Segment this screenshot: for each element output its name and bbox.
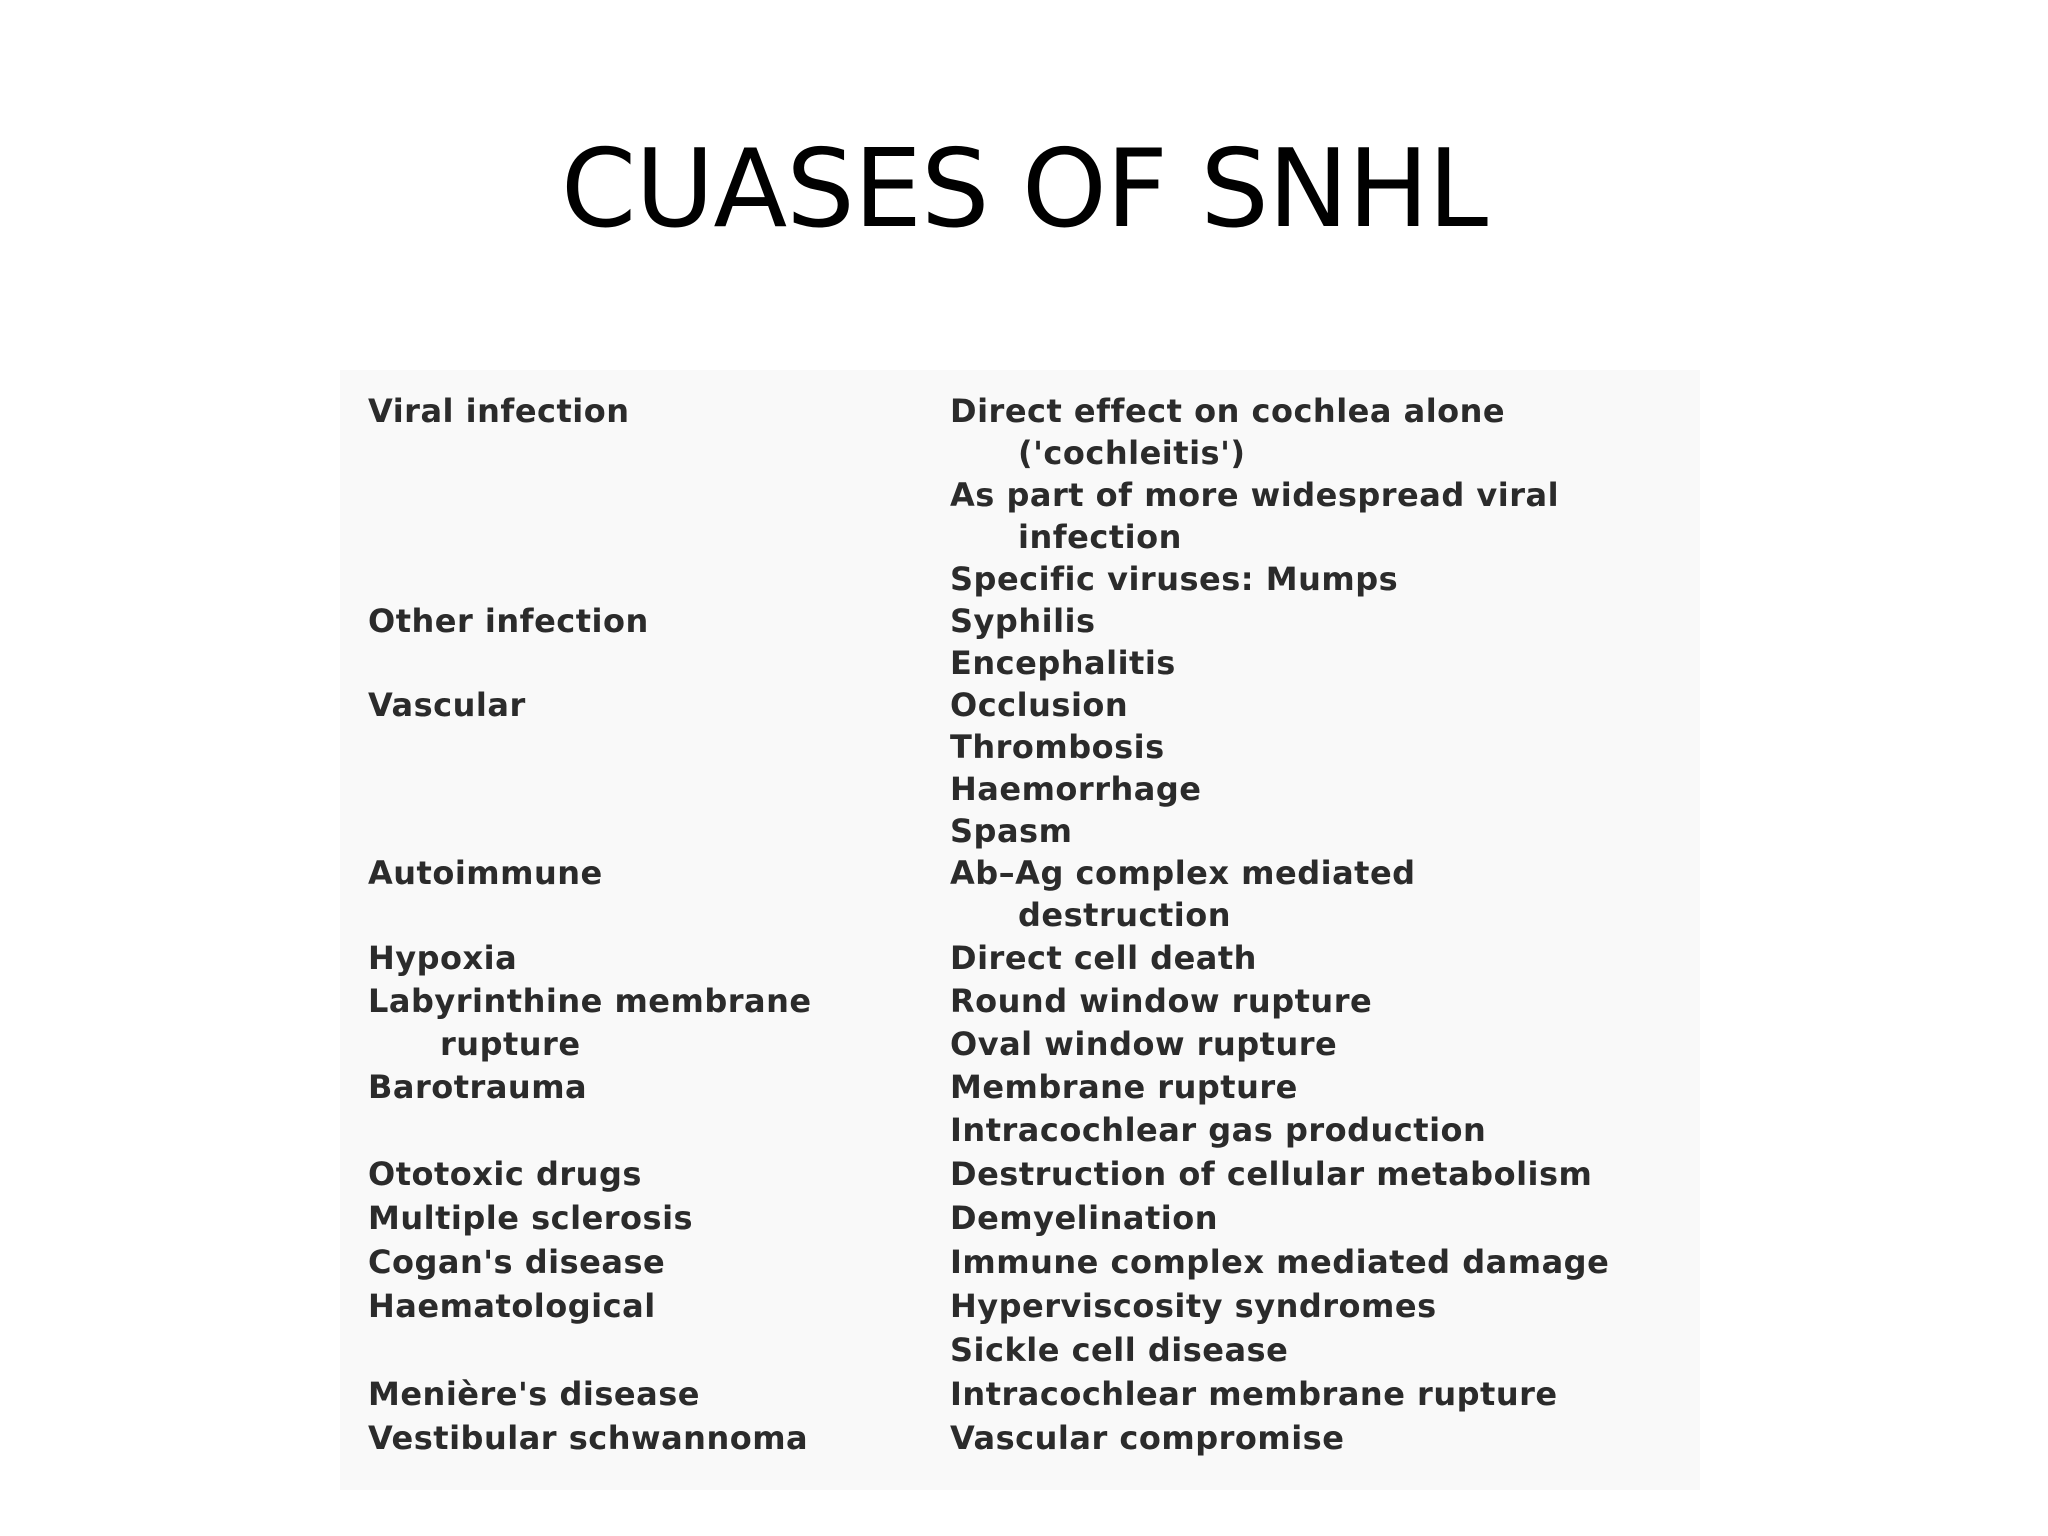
table-row	[340, 390, 1700, 432]
cause-cell: Multiple sclerosis	[368, 1199, 694, 1237]
cause-cell: Ototoxic drugs	[368, 1155, 642, 1193]
mechanism-cell: ('cochleitis')	[1018, 434, 1246, 472]
mechanism-cell: Occlusion	[950, 686, 1129, 724]
table-row	[340, 474, 1700, 516]
table-row	[340, 684, 1700, 726]
table-row	[340, 1285, 1700, 1327]
table-row	[340, 852, 1700, 894]
table-row	[340, 810, 1700, 852]
table-row	[340, 726, 1700, 768]
mechanism-cell: Vascular compromise	[950, 1419, 1345, 1457]
mechanism-cell: Intracochlear membrane rupture	[950, 1375, 1558, 1413]
mechanism-cell: As part of more widespread viral	[950, 476, 1560, 514]
mechanism-cell: Membrane rupture	[950, 1068, 1298, 1106]
mechanism-cell: Intracochlear gas production	[950, 1111, 1487, 1149]
table-row	[340, 1197, 1700, 1239]
table-row	[340, 1066, 1700, 1108]
cause-cell: Viral infection	[368, 392, 630, 430]
cause-cell: Labyrinthine membrane	[368, 982, 812, 1020]
table-row	[340, 1373, 1700, 1415]
cause-cell: Haematological	[368, 1287, 656, 1325]
table-row	[340, 642, 1700, 684]
table-row	[340, 600, 1700, 642]
slide-title: CUASES OF SNHL	[560, 127, 1488, 252]
table-row	[340, 516, 1700, 558]
cause-cell: Other infection	[368, 602, 649, 640]
table-row	[340, 1417, 1700, 1459]
table-row	[340, 1109, 1700, 1151]
cause-cell: Vascular	[368, 686, 526, 724]
mechanism-cell: infection	[1018, 518, 1182, 556]
mechanism-cell: destruction	[1018, 896, 1232, 934]
table-row	[340, 1153, 1700, 1195]
mechanism-cell: Syphilis	[950, 602, 1096, 640]
cause-cell: Autoimmune	[368, 854, 603, 892]
mechanism-cell: Ab–Ag complex mediated	[950, 854, 1416, 892]
mechanism-cell: Destruction of cellular metabolism	[950, 1155, 1593, 1193]
cause-cell: Menière's disease	[368, 1375, 700, 1413]
table-row	[340, 1241, 1700, 1283]
mechanism-cell: Direct cell death	[950, 939, 1257, 977]
mechanism-cell: Oval window rupture	[950, 1025, 1338, 1063]
mechanism-cell: Spasm	[950, 812, 1073, 850]
table-row	[340, 768, 1700, 810]
cause-cell: rupture	[440, 1025, 581, 1063]
table-row	[340, 980, 1700, 1022]
causes-table	[340, 370, 1700, 1490]
mechanism-cell: Thrombosis	[950, 728, 1165, 766]
cause-cell: Cogan's disease	[368, 1243, 666, 1281]
cause-cell: Hypoxia	[368, 939, 518, 977]
mechanism-cell: Hyperviscosity syndromes	[950, 1287, 1437, 1325]
mechanism-cell: Immune complex mediated damage	[950, 1243, 1610, 1281]
cause-cell: Vestibular schwannoma	[368, 1419, 809, 1457]
mechanism-cell: Encephalitis	[950, 644, 1176, 682]
cause-cell: Barotrauma	[368, 1068, 588, 1106]
mechanism-cell: Sickle cell disease	[950, 1331, 1289, 1369]
mechanism-cell: Direct effect on cochlea alone	[950, 392, 1506, 430]
mechanism-cell: Round window rupture	[950, 982, 1373, 1020]
mechanism-cell: Specific viruses: Mumps	[950, 560, 1399, 598]
mechanism-cell: Haemorrhage	[950, 770, 1202, 808]
table-row	[340, 937, 1700, 979]
table-row	[340, 432, 1700, 474]
table-row	[340, 1329, 1700, 1371]
mechanism-cell: Demyelination	[950, 1199, 1219, 1237]
table-row	[340, 894, 1700, 936]
table-row	[340, 558, 1700, 600]
table-row	[340, 1023, 1700, 1065]
